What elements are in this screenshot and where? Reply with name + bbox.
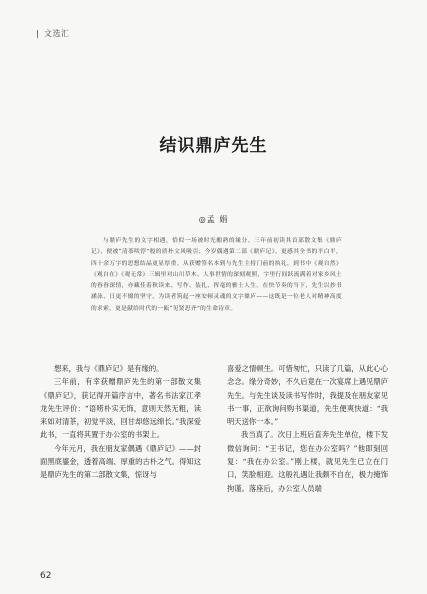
page-number: 62 (40, 571, 52, 581)
body-paragraph: 今年元月，我在朋友家偶遇《鼎庐记》——封面黑底鎏金，透着高端、厚重的古朴之气。得知这是鼎庐先生的第二部散文集，惊讶与 (40, 443, 201, 480)
body-paragraph: 喜爱之情顿生。可惜匆忙，只读了几篇，从此心心念念。缘分奇妙，不久后竟在一次宴席上遇见鼎庐先生。与先生谈及读书写作时，我提及在朋友家见书一事，正欲询问购书渠道，先生便爽快道：“我明天送你一本。” (227, 364, 388, 427)
body-paragraph: 我当真了。次日上班后直奔先生单位，楼下发微信询问：“王书记，您在办公室吗？”他即刻回复：“我在办公室。”刚上楼，就见先生已立在门口，笑脸相迎。这般礼遇让我颇不自在，极力掩饰拘谨。落座后，办公室人员端 (227, 430, 388, 493)
running-head-divider (37, 30, 38, 38)
section-name: 文选汇 (44, 29, 70, 38)
body-paragraph: 想来，我与《鼎庐记》是有缘的。 (54, 364, 164, 373)
running-head (37, 28, 70, 39)
body-column-right (227, 362, 388, 495)
article-author: ◎孟 娟 (198, 215, 229, 224)
body-column-left (40, 362, 201, 482)
article-title: 结识鼎庐先生 (159, 136, 268, 156)
article-abstract: 与鼎庐先生的文字相遇，恰似一场被时光酿熟的缘分。三年前初读其首部散文集《鼎庐记》，便被“清茶啖饽”般的质朴文风吸引；今岁偶遇第二部《鼎庐记》，更感其全书的平白平，四十余万字的思想结晶更显厚重。从获赠签名本到与先生主持门前的执礼，到书中《观自然》《观自在》《观无常》三辑里对山川草木、人事世情的深刻观照，字里行间跃流满着对家乡风土的眷眷深情，亦藏佳着秋读来、写作、装扎、挥毫的雅士人生。在快节奏的当下，先生以抄书涵泳、日更不辍的坚守，为读者筑起一座安顿灵魂的文字鼎庐——这既是一位老人对精神高度的求索，更是献给时代的一瓯“见贤思齐”的生命诗章。 (91, 238, 342, 312)
body-paragraph: 三年前，有幸获赠鼎庐先生的第一部散文集《鼎庐记》，获记得开篇序言中，著名书法家江孝龙先生评价：“语唠朴实无饰，意则天然无粗，读来如对清茶，初觉平淡，回甘却悠远绵长。”我深爱此书，一直将其置于办公室的书架上。 (40, 377, 201, 440)
